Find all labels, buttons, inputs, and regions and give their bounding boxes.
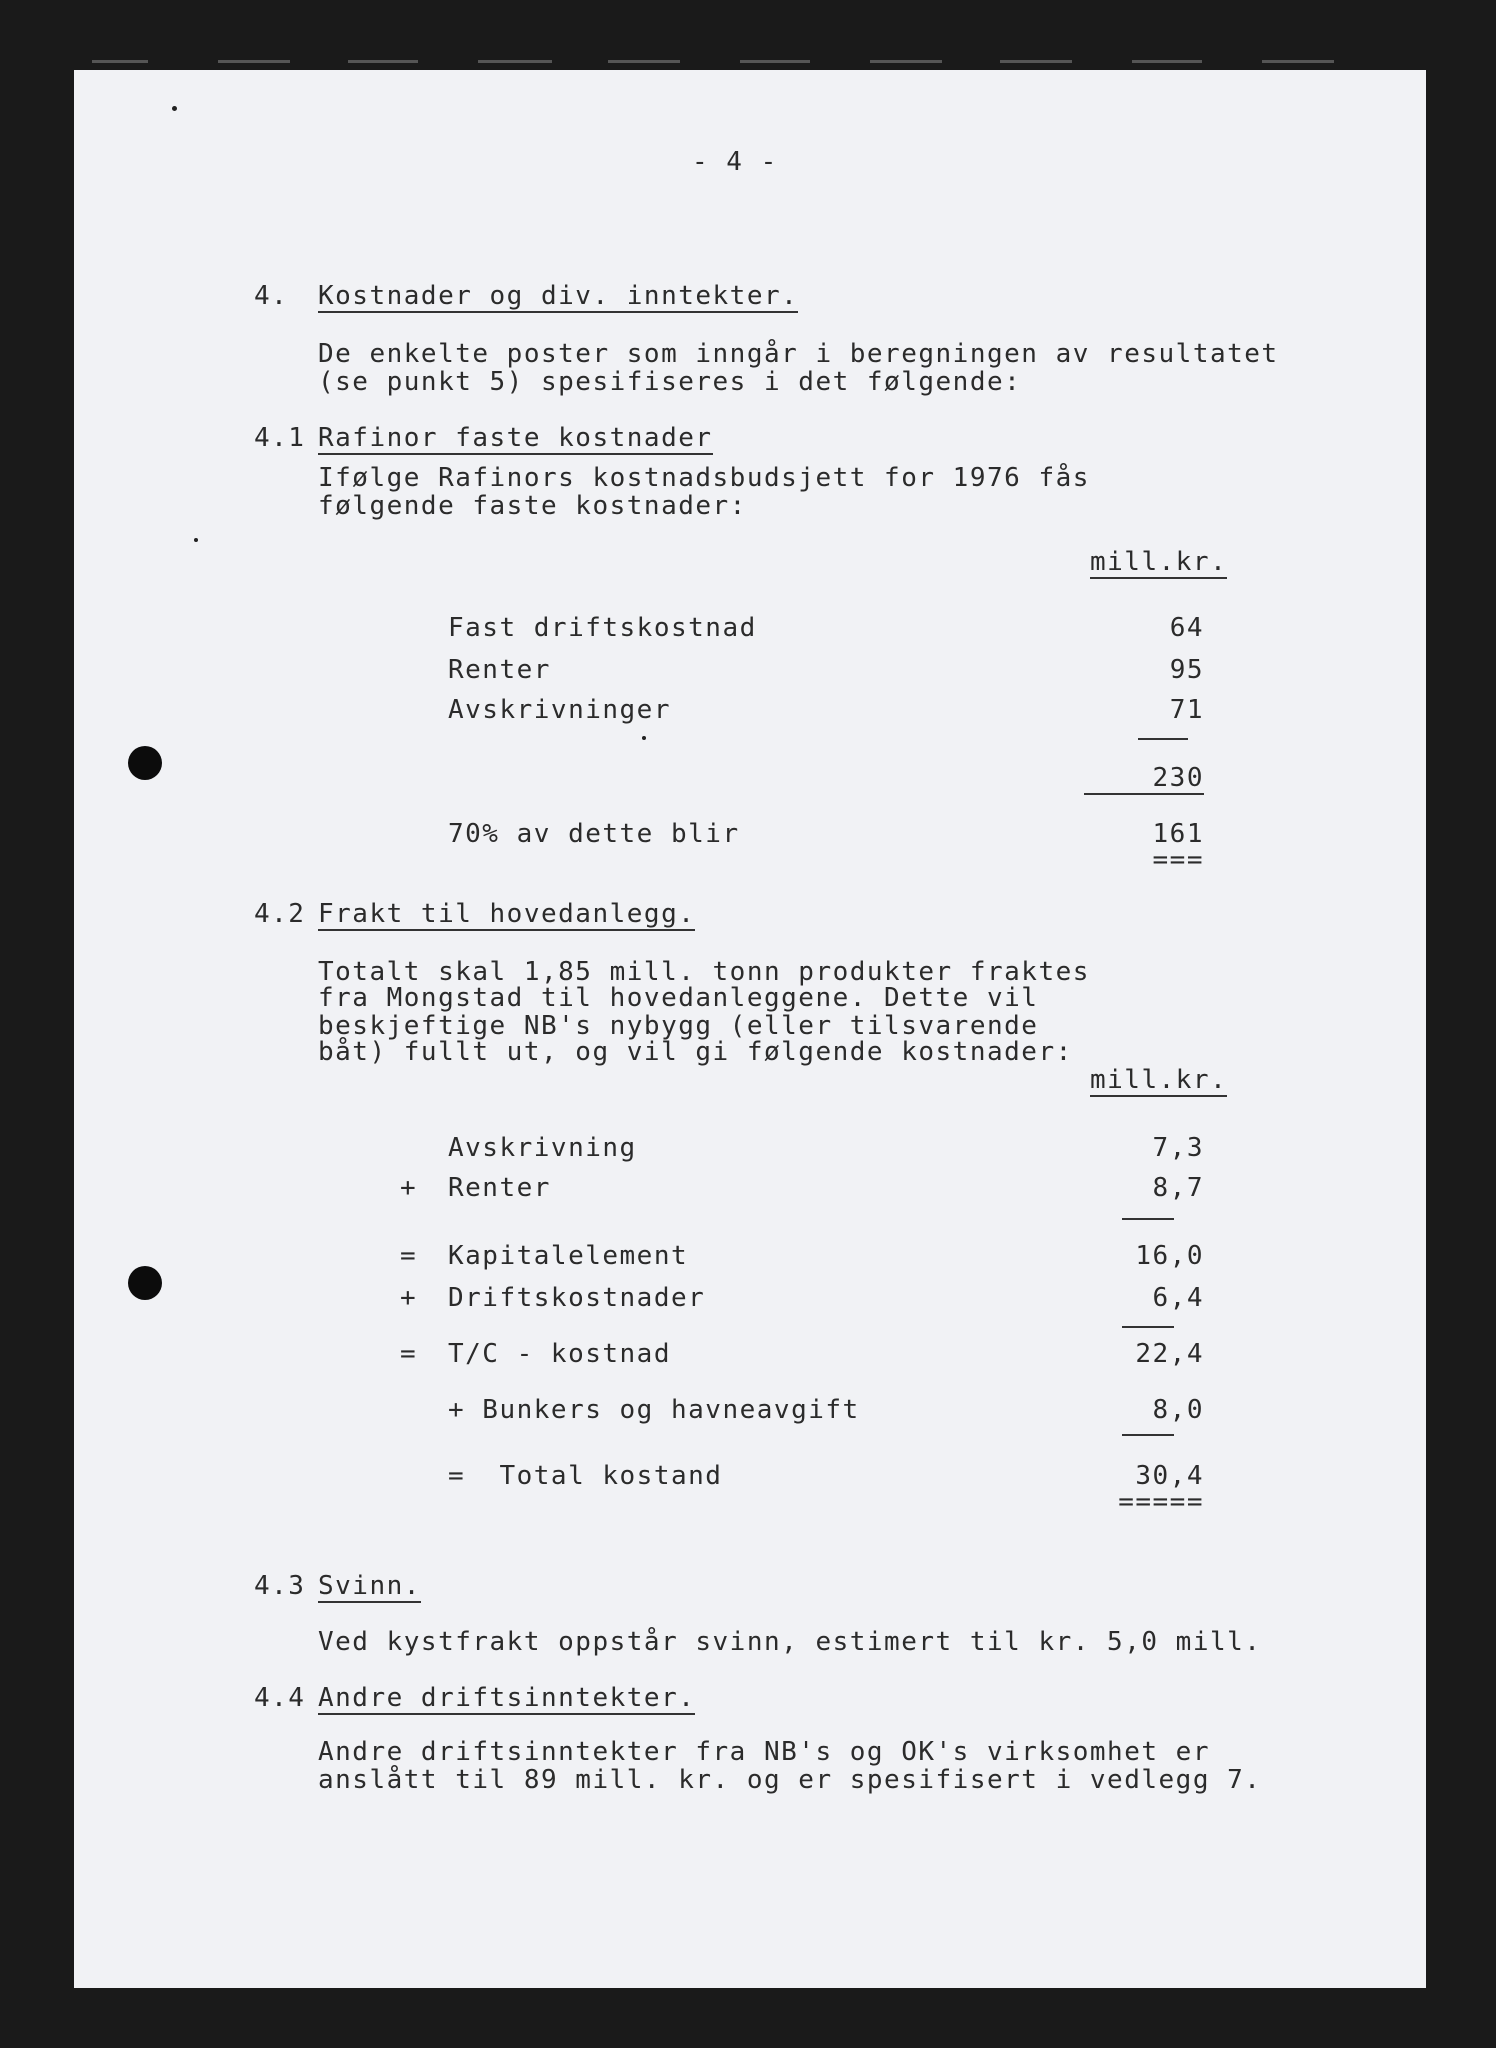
total-value: 230	[1084, 764, 1204, 795]
subsection-text-line: fra Mongstad til hovedanleggene. Dette vil	[318, 983, 1039, 1013]
percent-value: 161	[1152, 819, 1204, 849]
percent-label: 70% av dette blir	[448, 819, 740, 849]
cost-value: 71	[1169, 695, 1204, 725]
double-underline: =====	[1118, 1487, 1204, 1517]
cost-label: T/C - kostnad	[448, 1339, 671, 1369]
document-page	[74, 70, 1426, 1988]
top-edge-mark	[870, 60, 942, 63]
cost-value: 8,7	[1152, 1173, 1204, 1203]
subsection-title: Andre driftsinntekter.	[318, 1683, 696, 1713]
subsection-number: 4.3	[254, 1571, 306, 1601]
subsection-text-line: Ifølge Rafinors kostnadsbudsjett for 1976 fås	[318, 463, 1090, 493]
subsection-number: 4.4	[254, 1683, 306, 1713]
subsection-text-line: Andre driftsinntekter fra NB's og OK's virksomhet er	[318, 1737, 1210, 1767]
subsection-text-line: beskjeftige NB's nybygg (eller tilsvarende	[318, 1011, 1039, 1041]
subsection-text-line: følgende faste kostnader:	[318, 491, 747, 521]
cost-label: Driftskostnader	[448, 1283, 706, 1313]
top-edge-mark	[348, 60, 418, 63]
section-intro-line: De enkelte poster som inngår i beregningen av resultatet	[318, 339, 1279, 369]
cost-label: Renter	[448, 655, 551, 685]
section-number: 4.	[254, 281, 289, 311]
cost-label: Fast driftskostnad	[448, 613, 757, 643]
speck	[194, 538, 198, 542]
top-edge-mark	[608, 60, 680, 63]
total-value: 30,4	[1135, 1461, 1204, 1491]
subsection-title: Rafinor faste kostnader	[318, 423, 713, 453]
sum-line	[1138, 738, 1188, 740]
cost-value: 95	[1169, 655, 1204, 685]
double-underline: ===	[1152, 845, 1204, 875]
operator: =	[400, 1241, 418, 1271]
cost-label: Kapitalelement	[448, 1241, 689, 1271]
section-intro-line: (se punkt 5) spesifiseres i det følgende:	[318, 367, 1022, 397]
top-edge-mark	[1132, 60, 1202, 63]
sum-line	[1122, 1434, 1174, 1436]
cost-value: 7,3	[1152, 1133, 1204, 1163]
top-edge-mark	[218, 60, 290, 63]
speck	[172, 106, 177, 111]
punch-hole	[128, 1266, 162, 1300]
cost-value: 64	[1169, 613, 1204, 643]
operator: +	[400, 1283, 418, 1313]
operator: +	[400, 1173, 418, 1203]
top-edge-mark	[1000, 60, 1072, 63]
section-title: Kostnader og div. inntekter.	[318, 281, 799, 311]
cost-label: Avskrivninger	[448, 695, 671, 725]
top-edge-mark	[740, 60, 810, 63]
cost-label: = Total kostand	[448, 1461, 723, 1491]
cost-label: Renter	[448, 1173, 551, 1203]
top-edge-mark	[478, 60, 552, 63]
sum-line	[1122, 1218, 1174, 1220]
cost-value: 16,0	[1135, 1241, 1204, 1271]
subsection-number: 4.1	[254, 423, 306, 453]
cost-label: + Bunkers og havneavgift	[448, 1395, 860, 1425]
cost-value: 8,0	[1152, 1395, 1204, 1425]
top-edge-mark	[1262, 60, 1334, 63]
speck	[642, 736, 646, 740]
subsection-text-line: båt) fullt ut, og vil gi følgende kostnader:	[318, 1037, 1073, 1067]
subsection-text-line: anslått til 89 mill. kr. og er spesifisert i vedlegg 7.	[318, 1765, 1262, 1795]
cost-value: 6,4	[1152, 1283, 1204, 1313]
cost-label: Avskrivning	[448, 1133, 637, 1163]
page-number: - 4 -	[692, 147, 778, 177]
punch-hole	[128, 746, 162, 780]
subsection-text-line: Totalt skal 1,85 mill. tonn produkter fraktes	[318, 957, 1090, 987]
subsection-text-line: Ved kystfrakt oppstår svinn, estimert til kr. 5,0 mill.	[318, 1627, 1262, 1657]
subsection-title: Frakt til hovedanlegg.	[318, 899, 696, 929]
cost-value: 22,4	[1135, 1339, 1204, 1369]
sum-line	[1122, 1326, 1174, 1328]
unit-header: mill.kr.	[1090, 1065, 1228, 1095]
top-edge-mark	[92, 60, 148, 63]
subsection-number: 4.2	[254, 899, 306, 929]
unit-header: mill.kr.	[1090, 547, 1228, 577]
subsection-title: Svinn.	[318, 1571, 421, 1601]
operator: =	[400, 1339, 418, 1369]
